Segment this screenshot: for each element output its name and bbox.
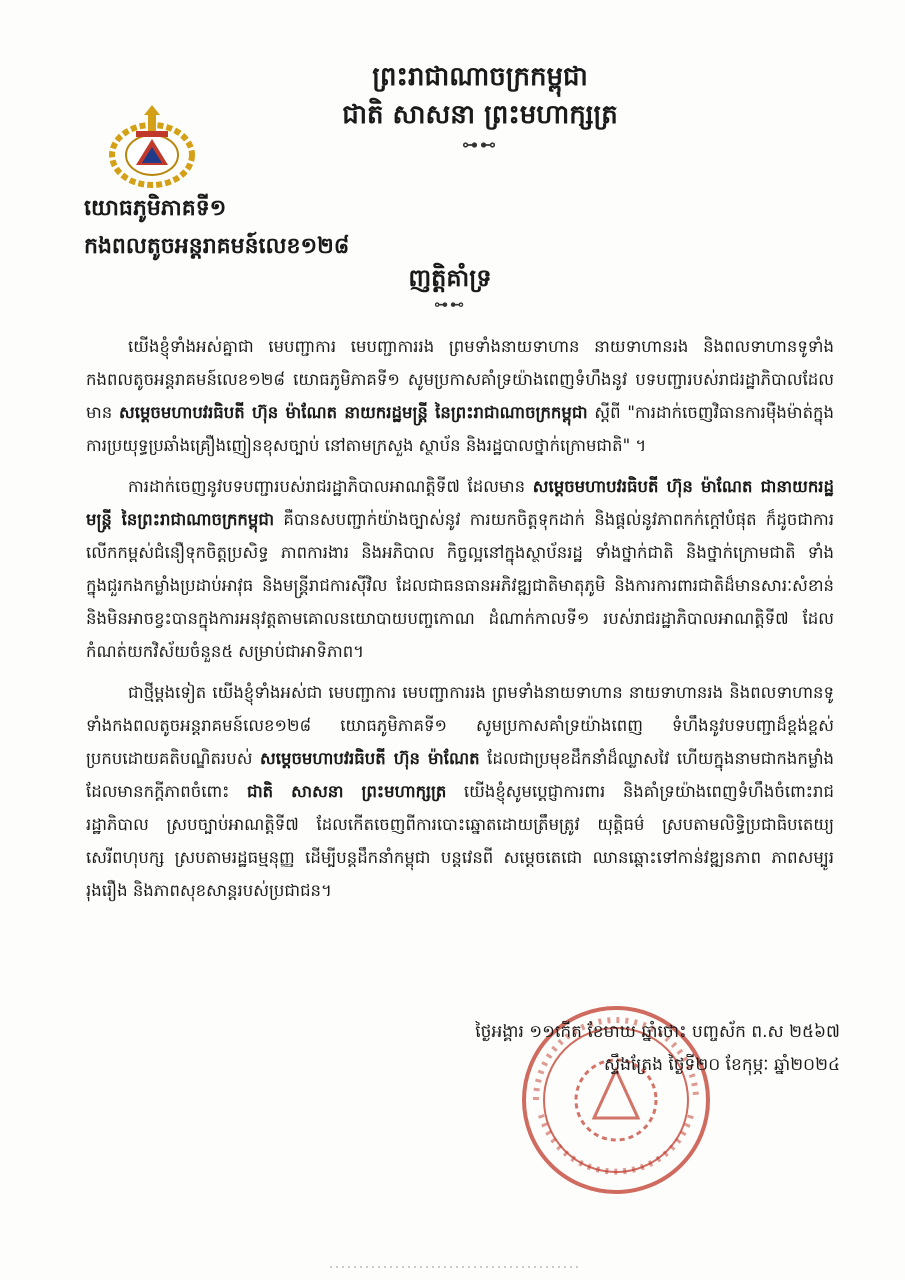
kingdom-header bbox=[300, 58, 660, 156]
issuing-unit bbox=[84, 190, 349, 266]
pm-name-bold: សម្តេចមហាបវរធិបតី ហ៊ុន ម៉ាណែត ជានាយករដ្ឋមន្ត្រី នៃព្រះរាជាណាចក្រកម្ពុជា bbox=[86, 477, 834, 529]
header-divider: ⊶⊷ bbox=[462, 135, 498, 154]
date-block bbox=[400, 1016, 840, 1082]
solar-date: ស្ទឹងត្រែង ថ្ងៃទី២០ ខែកុម្ភៈ ឆ្នាំ២០២៤ bbox=[603, 1055, 840, 1075]
document-title: ញត្តិគាំទ្រ bbox=[408, 264, 492, 292]
bottom-edge-divider bbox=[330, 1262, 580, 1272]
military-region: យោធភូមិភាគទី១ bbox=[84, 196, 227, 221]
national-motto: ជាតិ សាសនា ព្រះមហាក្សត្រ bbox=[342, 100, 618, 130]
military-emblem-icon bbox=[100, 105, 205, 190]
kingdom-name: ព្រះរាជាណាចក្រកម្ពុជា bbox=[372, 62, 588, 92]
brigade-name: កងពលតូចអន្តរាគមន៍លេខ១២៨ bbox=[84, 234, 350, 259]
title-divider: ⊶⊷ bbox=[434, 297, 466, 313]
paragraph-2: ការដាក់ចេញនូវបទបញ្ជារបស់រាជរដ្ឋាភិបាលអាណត្តិទី៧ ដែលមាន សម្តេចមហាបវរធិបតី ហ៊ុន ម៉ាណែត ជានាយករដ្ឋមន្ត្រី នៃព្រះរាជាណាចក្រកម្ពុជា គឺបានសបញ្ជាក់យ៉ាងច្បាស់នូវ ការយកចិត្តទុកដាក់ និងផ្តល់នូវភាពកក់ក្តៅបំផុត ក៏ដូចជាការលើកកម្ពស់ជំនឿទុកចិត្តប្រសិទ្ធ ភាពការងារ និងអភិបាល កិច្ចល្អនៅក្នុងស្ថាប័នរដ្ឋ ទាំងថ្នាក់ជាតិ និងថ្នាក់ក្រោមជាតិ ទាំងក្នុងជួរកងកម្លាំងប្រដាប់អាវុធ និងមន្ត្រីរាជការស៊ីវិល ដែលជាធនធានអភិវឌ្ឍជាតិមាតុភូមិ និងការការពារជាតិដ៏មានសារៈសំខាន់ និងមិនអាចខ្វះបានក្នុងការអនុវត្តតាមគោលនយោបាយបញ្ចកោណ ដំណាក់កាលទី១ របស់រាជរដ្ឋាភិបាលអាណត្តិទី៧ ដែលកំណត់យកវិស័យចំនួន៥ សម្រាប់ជាអាទិភាព។ bbox=[86, 477, 834, 661]
lunar-date: ថ្ងៃអង្គារ ១១កើត ខែមាឃ ឆ្នាំថោះ បញ្ចស័ក ព.ស ២៥៦៧ bbox=[475, 1022, 840, 1042]
pm-name-bold: សម្តេចមហាបវរធិបតី ហ៊ុន ម៉ាណែត bbox=[260, 749, 480, 768]
motto-bold: ជាតិ សាសនា ព្រះមហាក្សត្រ bbox=[246, 782, 447, 801]
document-body bbox=[86, 330, 834, 915]
paragraph-3: ជាថ្មីម្តងទៀត យើងខ្ញុំទាំងអស់ជា មេបញ្ជាការ មេបញ្ជាការរង ព្រមទាំងនាយទាហាន នាយទាហានរង និងពលទាហានទូទាំងកងពលតូចអន្តរាគមន៍លេខ១២៨ យោធភូមិភាគទី១ សូមប្រកាសគាំទ្រយ៉ាងពេញ ទំហឹងនូវបទបញ្ជាដ៏ខ្ពង់ខ្ពស់ប្រកបដោយគតិបណ្ឌិតរបស់ សម្តេចមហាបវរធិបតី ហ៊ុន ម៉ាណែត ដែលជាប្រមុខដឹកនាំដ៏ឈ្លាសវៃ ហើយក្នុងនាមជាកងកម្លាំងដែលមានកក្តីភាពចំពោះ ជាតិ សាសនា ព្រះមហាក្សត្រ យើងខ្ញុំសូមប្តេជ្ញាការពារ និងគាំទ្រយ៉ាងពេញទំហឹងចំពោះរាជរដ្ឋាភិបាល ស្របច្បាប់អាណត្តិទី៧ ដែលកើតចេញពីការបោះឆ្នោតដោយត្រឹមត្រូវ យុត្តិធម៌ ស្របតាមលិទ្ធិប្រជាធិបតេយ្យ សេរីពហុបក្ស ស្របតាមរដ្ឋធម្មនុញ្ញ ដើម្បីបន្តដឹកនាំកម្ពុជា បន្តវេនពី សម្តេចតេជោ ឈានឆ្ពោះទៅកាន់វឌ្ឍនភាព ភាពសម្បូររុងរឿង និងភាពសុខសាន្តរបស់ប្រជាជន។ bbox=[86, 683, 835, 900]
document-title-block bbox=[350, 262, 550, 316]
pm-name-bold: សម្តេចមហាបវរធិបតី ហ៊ុន ម៉ាណែត នាយករដ្ឋមន្ត្រី នៃព្រះរាជាណាចក្រកម្ពុជា bbox=[119, 403, 588, 422]
paragraph-1: យើងខ្ញុំទាំងអស់គ្នាជា មេបញ្ជាការ មេបញ្ជាការរង ព្រមទាំងនាយទាហាន នាយទាហានរង និងពលទាហានទូទាំងកងពលតូចអន្តរាគមន៍លេខ១២៨ យោធភូមិភាគទី១ សូមប្រកាសគាំទ្រយ៉ាងពេញទំហឹងនូវ បទបញ្ជារបស់រាជរដ្ឋាភិបាលដែលមាន សម្តេចមហាបវរធិបតី ហ៊ុន ម៉ាណែត នាយករដ្ឋមន្ត្រី នៃព្រះរាជាណាចក្រកម្ពុជា ស្តីពី "ការដាក់ចេញវិធានការម៉ឺងម៉ាត់ក្នុងការប្រយុទ្ធប្រឆាំងគ្រឿងញៀនខុសច្បាប់ នៅតាមក្រសួង ស្ថាប័ន និងរដ្ឋបាលថ្នាក់ក្រោមជាតិ" ។ bbox=[86, 337, 834, 455]
